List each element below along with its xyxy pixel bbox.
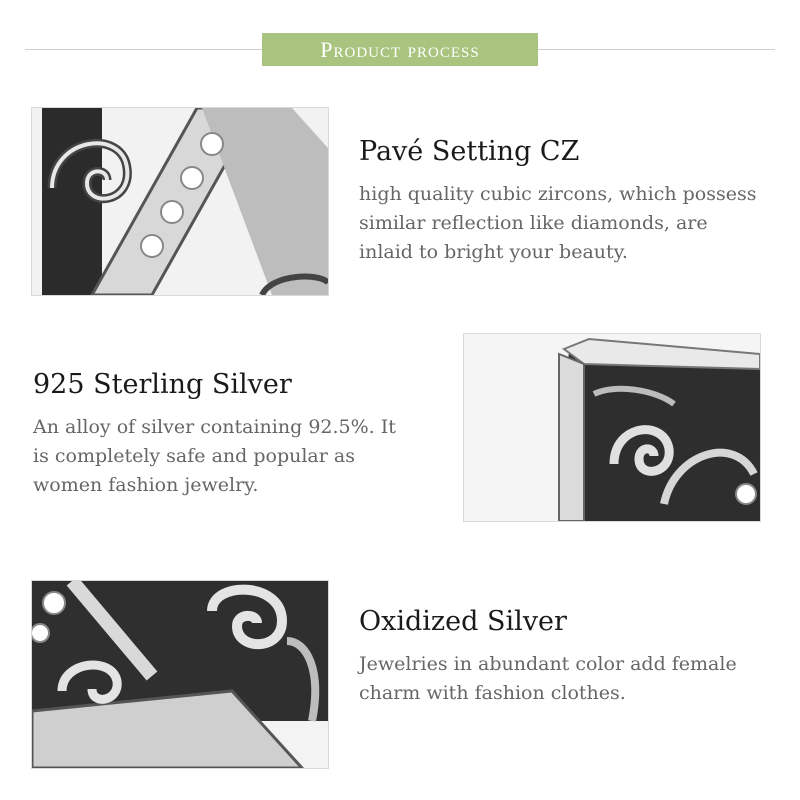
oxidized-silver-description [359,650,737,708]
description-line: high quality cubic zircons, which possess [359,183,757,205]
pave-setting-description [359,180,757,267]
pave-setting-title: Pavé Setting CZ [359,136,580,167]
sterling-silver-product-photo [463,333,761,522]
description-line: charm with fashion clothes. [359,682,626,704]
description-line: similar reflection like diamonds, are [359,212,708,234]
description-line: Jewelries in abundant color add female [359,653,737,675]
pave-setting-product-photo [31,107,329,296]
oxidized-silver-product-photo [31,580,329,769]
description-line: inlaid to bright your beauty. [359,241,628,263]
section-header-badge: Product process [262,33,538,66]
sterling-silver-description [33,413,396,500]
oxidized-silver-title: Oxidized Silver [359,606,567,637]
description-line: An alloy of silver containing 92.5%. It [33,416,396,438]
description-line: is completely safe and popular as [33,445,355,467]
description-line: women fashion jewelry. [33,474,259,496]
sterling-silver-title: 925 Sterling Silver [33,369,292,400]
